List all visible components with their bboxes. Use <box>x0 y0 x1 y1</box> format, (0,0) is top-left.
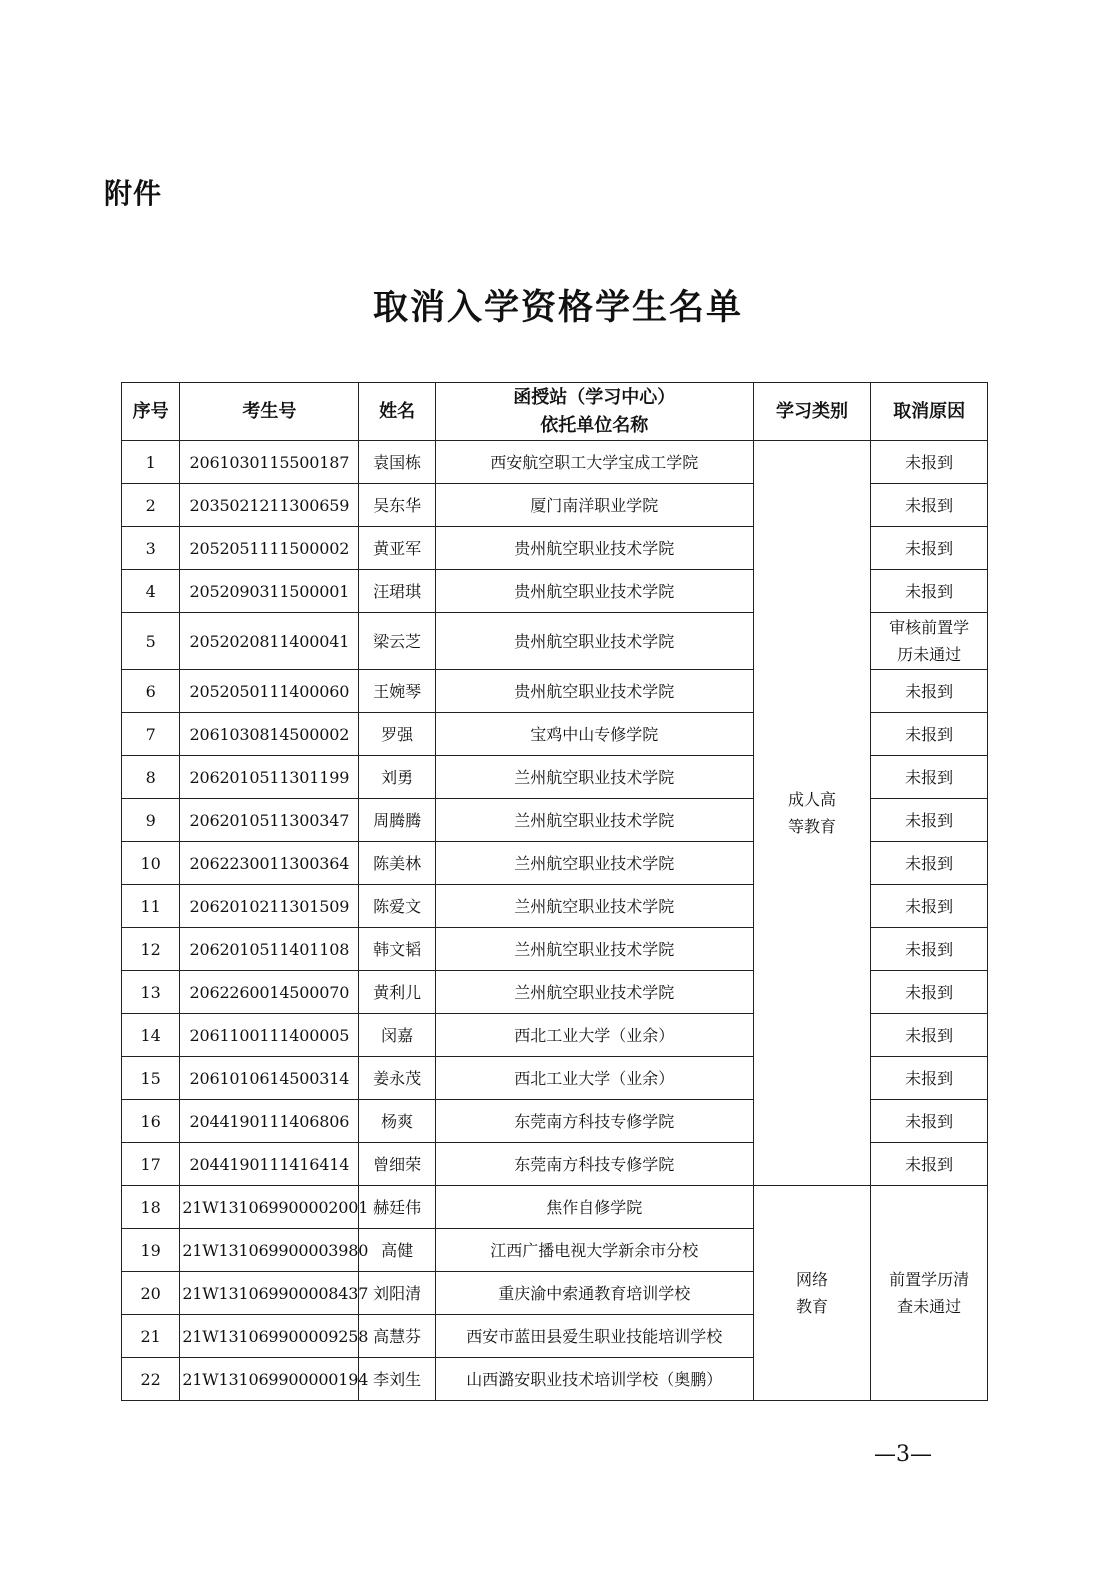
page-number: —3— <box>874 1442 932 1467</box>
cell-reason: 未报到 <box>871 799 988 842</box>
cell-name: 黄亚军 <box>359 527 435 570</box>
cell-unit: 兰州航空职业技术学院 <box>435 842 753 885</box>
cell-exam-id: 2062010211301509 <box>180 885 359 928</box>
cell-name: 汪珺琪 <box>359 570 435 613</box>
cell-unit: 西北工业大学（业余） <box>435 1014 753 1057</box>
cell-unit: 贵州航空职业技术学院 <box>435 570 753 613</box>
header-unit-line1: 函授站（学习中心） <box>513 386 676 408</box>
cell-seq: 1 <box>122 441 180 484</box>
cell-seq: 5 <box>122 613 180 670</box>
cell-reason: 未报到 <box>871 1014 988 1057</box>
cell-exam-id: 2062010511301199 <box>180 756 359 799</box>
cell-reason: 未报到 <box>871 441 988 484</box>
reason-online-group <box>871 1186 988 1401</box>
cell-exam-id: 2061030115500187 <box>180 441 359 484</box>
cell-reason: 未报到 <box>871 484 988 527</box>
category-adult-line1: 成人高 <box>787 790 836 809</box>
header-seq: 序号 <box>122 383 180 441</box>
cell-exam-id: 2044190111416414 <box>180 1143 359 1186</box>
cell-exam-id: 21W131069900000194 <box>180 1358 359 1401</box>
cell-exam-id: 2061010614500314 <box>180 1057 359 1100</box>
cell-reason: 未报到 <box>871 570 988 613</box>
cell-seq: 9 <box>122 799 180 842</box>
category-online-line1: 网络 <box>795 1270 828 1289</box>
cell-unit: 宝鸡中山专修学院 <box>435 713 753 756</box>
cancelled-students-table <box>121 382 988 1401</box>
cell-name: 高慧芬 <box>359 1315 435 1358</box>
cell-unit: 山西潞安职业技术培训学校（奥鹏） <box>435 1358 753 1401</box>
header-unit-line2: 依托单位名称 <box>540 414 649 436</box>
cell-exam-id: 2062260014500070 <box>180 971 359 1014</box>
cell-unit: 西北工业大学（业余） <box>435 1057 753 1100</box>
cell-unit: 西安市蓝田县爱生职业技能培训学校 <box>435 1315 753 1358</box>
reason-online-line2: 查未通过 <box>897 1297 962 1316</box>
cell-unit: 东莞南方科技专修学院 <box>435 1143 753 1186</box>
cell-unit: 贵州航空职业技术学院 <box>435 613 753 670</box>
cell-name: 闵嘉 <box>359 1014 435 1057</box>
cell-reason <box>871 613 988 670</box>
header-unit <box>435 383 753 441</box>
cell-name: 梁云芝 <box>359 613 435 670</box>
cell-exam-id: 21W131069900009258 <box>180 1315 359 1358</box>
table-row <box>122 441 988 484</box>
cell-exam-id: 2062010511300347 <box>180 799 359 842</box>
cell-exam-id: 2052050111400060 <box>180 670 359 713</box>
cell-name: 高健 <box>359 1229 435 1272</box>
cell-name: 罗强 <box>359 713 435 756</box>
cell-unit: 西安航空职工大学宝成工学院 <box>435 441 753 484</box>
cell-unit: 兰州航空职业技术学院 <box>435 971 753 1014</box>
cell-name: 王婉琴 <box>359 670 435 713</box>
cell-seq: 21 <box>122 1315 180 1358</box>
cell-seq: 8 <box>122 756 180 799</box>
cell-exam-id: 2052020811400041 <box>180 613 359 670</box>
category-adult-line2: 等教育 <box>787 817 836 836</box>
cell-exam-id: 2035021211300659 <box>180 484 359 527</box>
cell-reason: 未报到 <box>871 756 988 799</box>
header-reason: 取消原因 <box>871 383 988 441</box>
cell-seq: 16 <box>122 1100 180 1143</box>
cell-name: 杨爽 <box>359 1100 435 1143</box>
cell-seq: 14 <box>122 1014 180 1057</box>
cell-reason: 未报到 <box>871 527 988 570</box>
attachment-label: 附件 <box>104 177 163 210</box>
cell-unit: 兰州航空职业技术学院 <box>435 928 753 971</box>
cell-name: 姜永茂 <box>359 1057 435 1100</box>
cell-exam-id: 2062010511401108 <box>180 928 359 971</box>
cell-name: 周腾腾 <box>359 799 435 842</box>
cell-unit: 兰州航空职业技术学院 <box>435 885 753 928</box>
cell-seq: 4 <box>122 570 180 613</box>
cell-exam-id: 21W131069900008437 <box>180 1272 359 1315</box>
reason-online-line1: 前置学历清 <box>889 1270 970 1289</box>
cell-unit: 焦作自修学院 <box>435 1186 753 1229</box>
cell-name: 陈爱文 <box>359 885 435 928</box>
cell-name: 袁国栋 <box>359 441 435 484</box>
cell-unit: 厦门南洋职业学院 <box>435 484 753 527</box>
cell-seq: 19 <box>122 1229 180 1272</box>
cell-unit: 东莞南方科技专修学院 <box>435 1100 753 1143</box>
cell-seq: 13 <box>122 971 180 1014</box>
category-online-education <box>753 1186 871 1401</box>
cell-reason-line2: 历未通过 <box>897 645 962 664</box>
cell-seq: 15 <box>122 1057 180 1100</box>
cell-name: 赫廷伟 <box>359 1186 435 1229</box>
cell-name: 黄利儿 <box>359 971 435 1014</box>
cell-seq: 6 <box>122 670 180 713</box>
table-row <box>122 1186 988 1229</box>
cell-reason: 未报到 <box>871 1100 988 1143</box>
cell-unit: 重庆渝中索通教育培训学校 <box>435 1272 753 1315</box>
cell-exam-id: 2052090311500001 <box>180 570 359 613</box>
cell-unit: 贵州航空职业技术学院 <box>435 527 753 570</box>
cell-seq: 7 <box>122 713 180 756</box>
cell-name: 陈美林 <box>359 842 435 885</box>
cell-unit: 贵州航空职业技术学院 <box>435 670 753 713</box>
cell-seq: 3 <box>122 527 180 570</box>
cell-name: 曾细荣 <box>359 1143 435 1186</box>
cell-exam-id: 2052051111500002 <box>180 527 359 570</box>
cell-name: 李刘生 <box>359 1358 435 1401</box>
table-header-row <box>122 383 988 441</box>
cell-reason-line1: 审核前置学 <box>889 618 970 637</box>
cell-exam-id: 21W131069900002001 <box>180 1186 359 1229</box>
cell-seq: 22 <box>122 1358 180 1401</box>
cell-reason: 未报到 <box>871 670 988 713</box>
cell-exam-id: 2062230011300364 <box>180 842 359 885</box>
cell-name: 刘勇 <box>359 756 435 799</box>
header-exam-id: 考生号 <box>180 383 359 441</box>
header-category: 学习类别 <box>753 383 871 441</box>
cell-exam-id: 2061100111400005 <box>180 1014 359 1057</box>
cell-reason: 未报到 <box>871 971 988 1014</box>
header-name: 姓名 <box>359 383 435 441</box>
cell-seq: 12 <box>122 928 180 971</box>
cell-seq: 17 <box>122 1143 180 1186</box>
cell-seq: 10 <box>122 842 180 885</box>
cell-unit: 兰州航空职业技术学院 <box>435 756 753 799</box>
cell-reason: 未报到 <box>871 1057 988 1100</box>
cell-seq: 20 <box>122 1272 180 1315</box>
cell-exam-id: 2044190111406806 <box>180 1100 359 1143</box>
cell-name: 韩文韬 <box>359 928 435 971</box>
cell-unit: 兰州航空职业技术学院 <box>435 799 753 842</box>
cell-reason: 未报到 <box>871 1143 988 1186</box>
document-title: 取消入学资格学生名单 <box>372 287 743 328</box>
cell-reason: 未报到 <box>871 842 988 885</box>
cell-exam-id: 21W131069900003980 <box>180 1229 359 1272</box>
cell-reason: 未报到 <box>871 713 988 756</box>
cell-reason: 未报到 <box>871 928 988 971</box>
cell-seq: 2 <box>122 484 180 527</box>
cell-exam-id: 2061030814500002 <box>180 713 359 756</box>
cell-unit: 江西广播电视大学新余市分校 <box>435 1229 753 1272</box>
category-online-line2: 教育 <box>795 1297 828 1316</box>
cell-seq: 18 <box>122 1186 180 1229</box>
cell-seq: 11 <box>122 885 180 928</box>
cell-reason: 未报到 <box>871 885 988 928</box>
cell-name: 吴东华 <box>359 484 435 527</box>
category-adult-education <box>753 441 871 1186</box>
cell-name: 刘阳清 <box>359 1272 435 1315</box>
